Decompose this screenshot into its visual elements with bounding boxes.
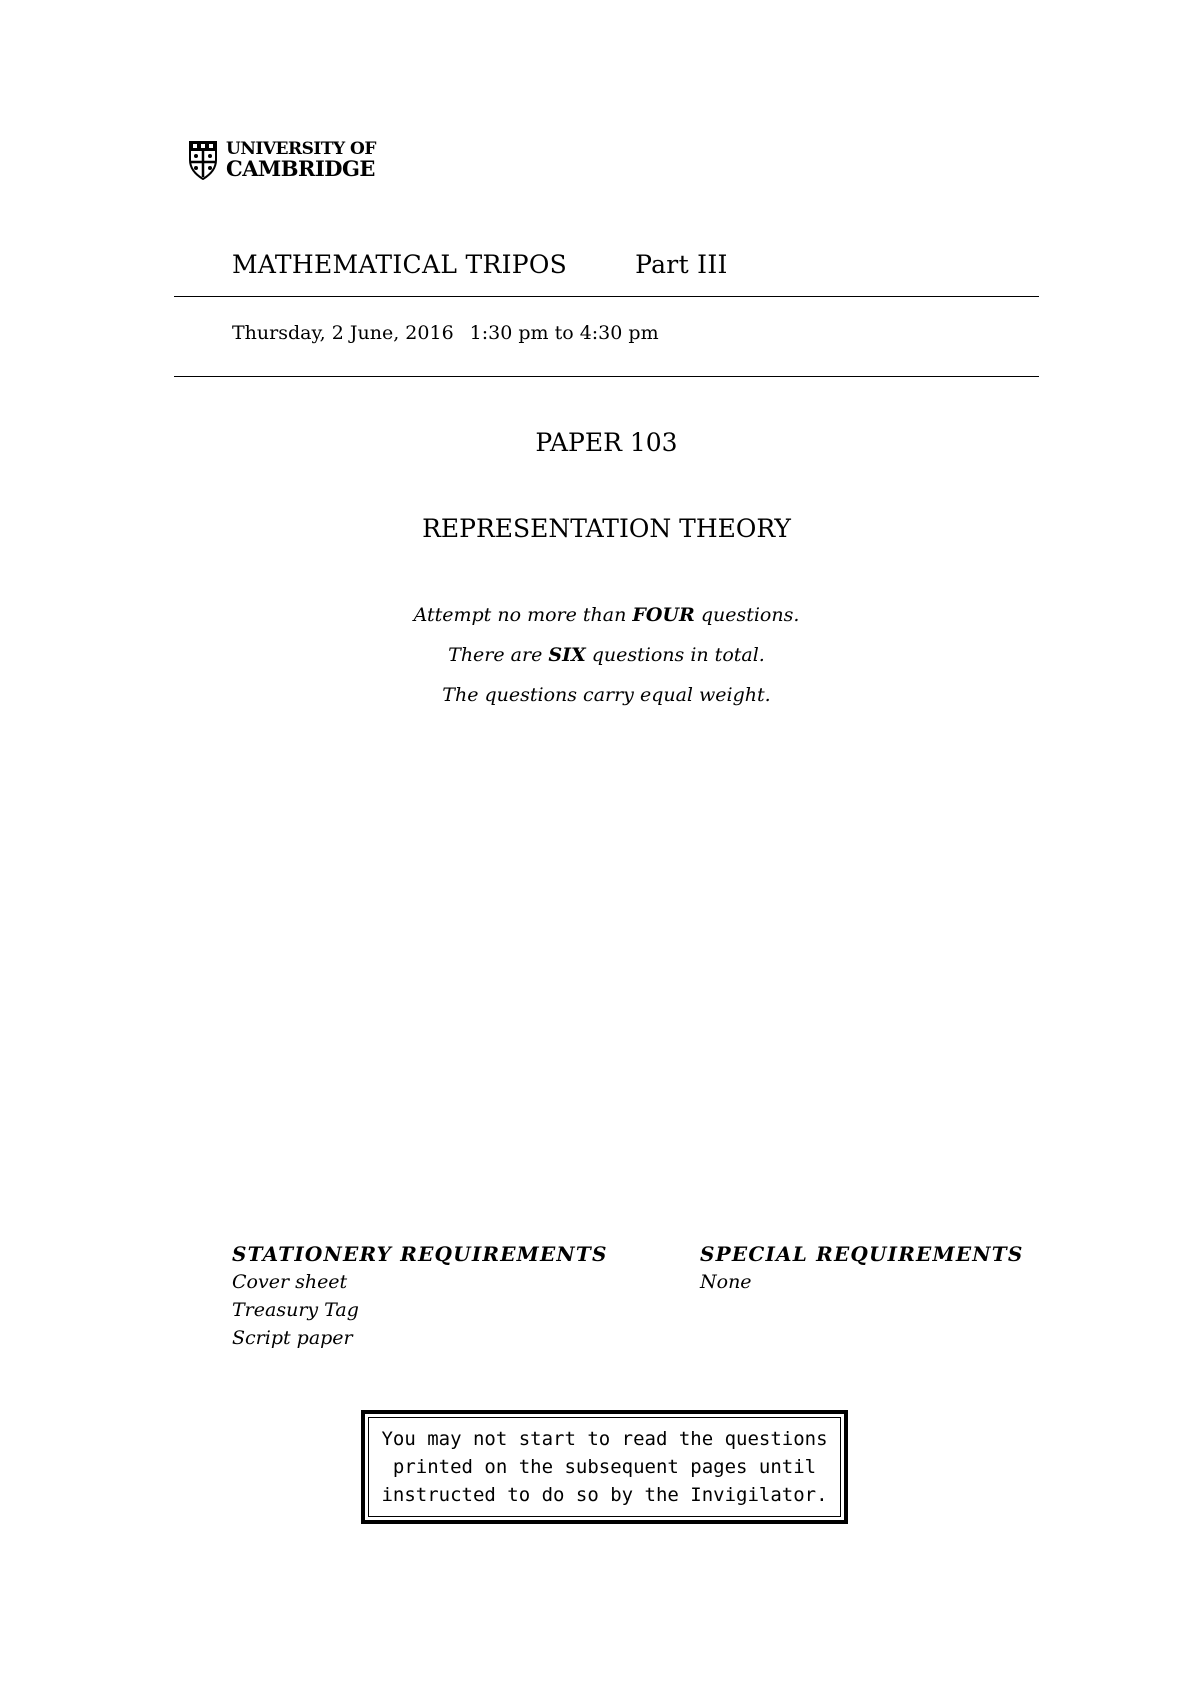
exam-date-row xyxy=(232,322,659,344)
instruction-text: questions in total. xyxy=(585,644,765,666)
stationery-item: Script paper xyxy=(232,1327,353,1349)
bottom-divider xyxy=(174,376,1039,377)
paper-title: REPRESENTATION THEORY xyxy=(422,514,791,543)
exam-date: Thursday, 2 June, 2016 xyxy=(232,322,454,344)
logo-line-2: CAMBRIDGE xyxy=(226,156,375,181)
notice-line: You may not start to read the questions xyxy=(381,1428,828,1450)
invigilator-notice-text xyxy=(368,1417,841,1517)
paper-number: PAPER 103 xyxy=(535,428,678,457)
logo-wordmark xyxy=(226,141,376,179)
notice-line: instructed to do so by the Invigilator. xyxy=(381,1484,828,1506)
university-logo xyxy=(188,140,376,180)
invigilator-notice-box xyxy=(361,1410,848,1524)
instruction-total xyxy=(174,644,1039,666)
top-divider xyxy=(174,296,1039,297)
special-heading: SPECIAL REQUIREMENTS xyxy=(700,1242,1024,1266)
university-crest-icon xyxy=(188,140,218,180)
stationery-item: Cover sheet xyxy=(232,1271,348,1293)
instruction-emphasis: FOUR xyxy=(632,604,695,626)
instruction-text: There are xyxy=(448,644,549,666)
instruction-text: Attempt no more than xyxy=(413,604,633,626)
logo-line-1: UNIVERSITY OF xyxy=(226,139,376,159)
special-requirements xyxy=(700,1240,1023,1296)
exam-title-row xyxy=(232,250,728,279)
stationery-heading: STATIONERY REQUIREMENTS xyxy=(232,1242,608,1266)
notice-line: printed on the subsequent pages until xyxy=(392,1456,817,1478)
stationery-requirements xyxy=(232,1240,608,1352)
exam-name: MATHEMATICAL TRIPOS xyxy=(232,250,568,279)
special-item: None xyxy=(700,1271,752,1293)
instruction-emphasis: SIX xyxy=(548,644,586,666)
instruction-text: questions. xyxy=(694,604,800,626)
exam-part: Part III xyxy=(635,250,728,279)
stationery-item: Treasury Tag xyxy=(232,1299,359,1321)
instruction-attempt xyxy=(174,604,1039,626)
instruction-weight: The questions carry equal weight. xyxy=(442,684,771,706)
exam-time: 1:30 pm to 4:30 pm xyxy=(469,322,659,344)
